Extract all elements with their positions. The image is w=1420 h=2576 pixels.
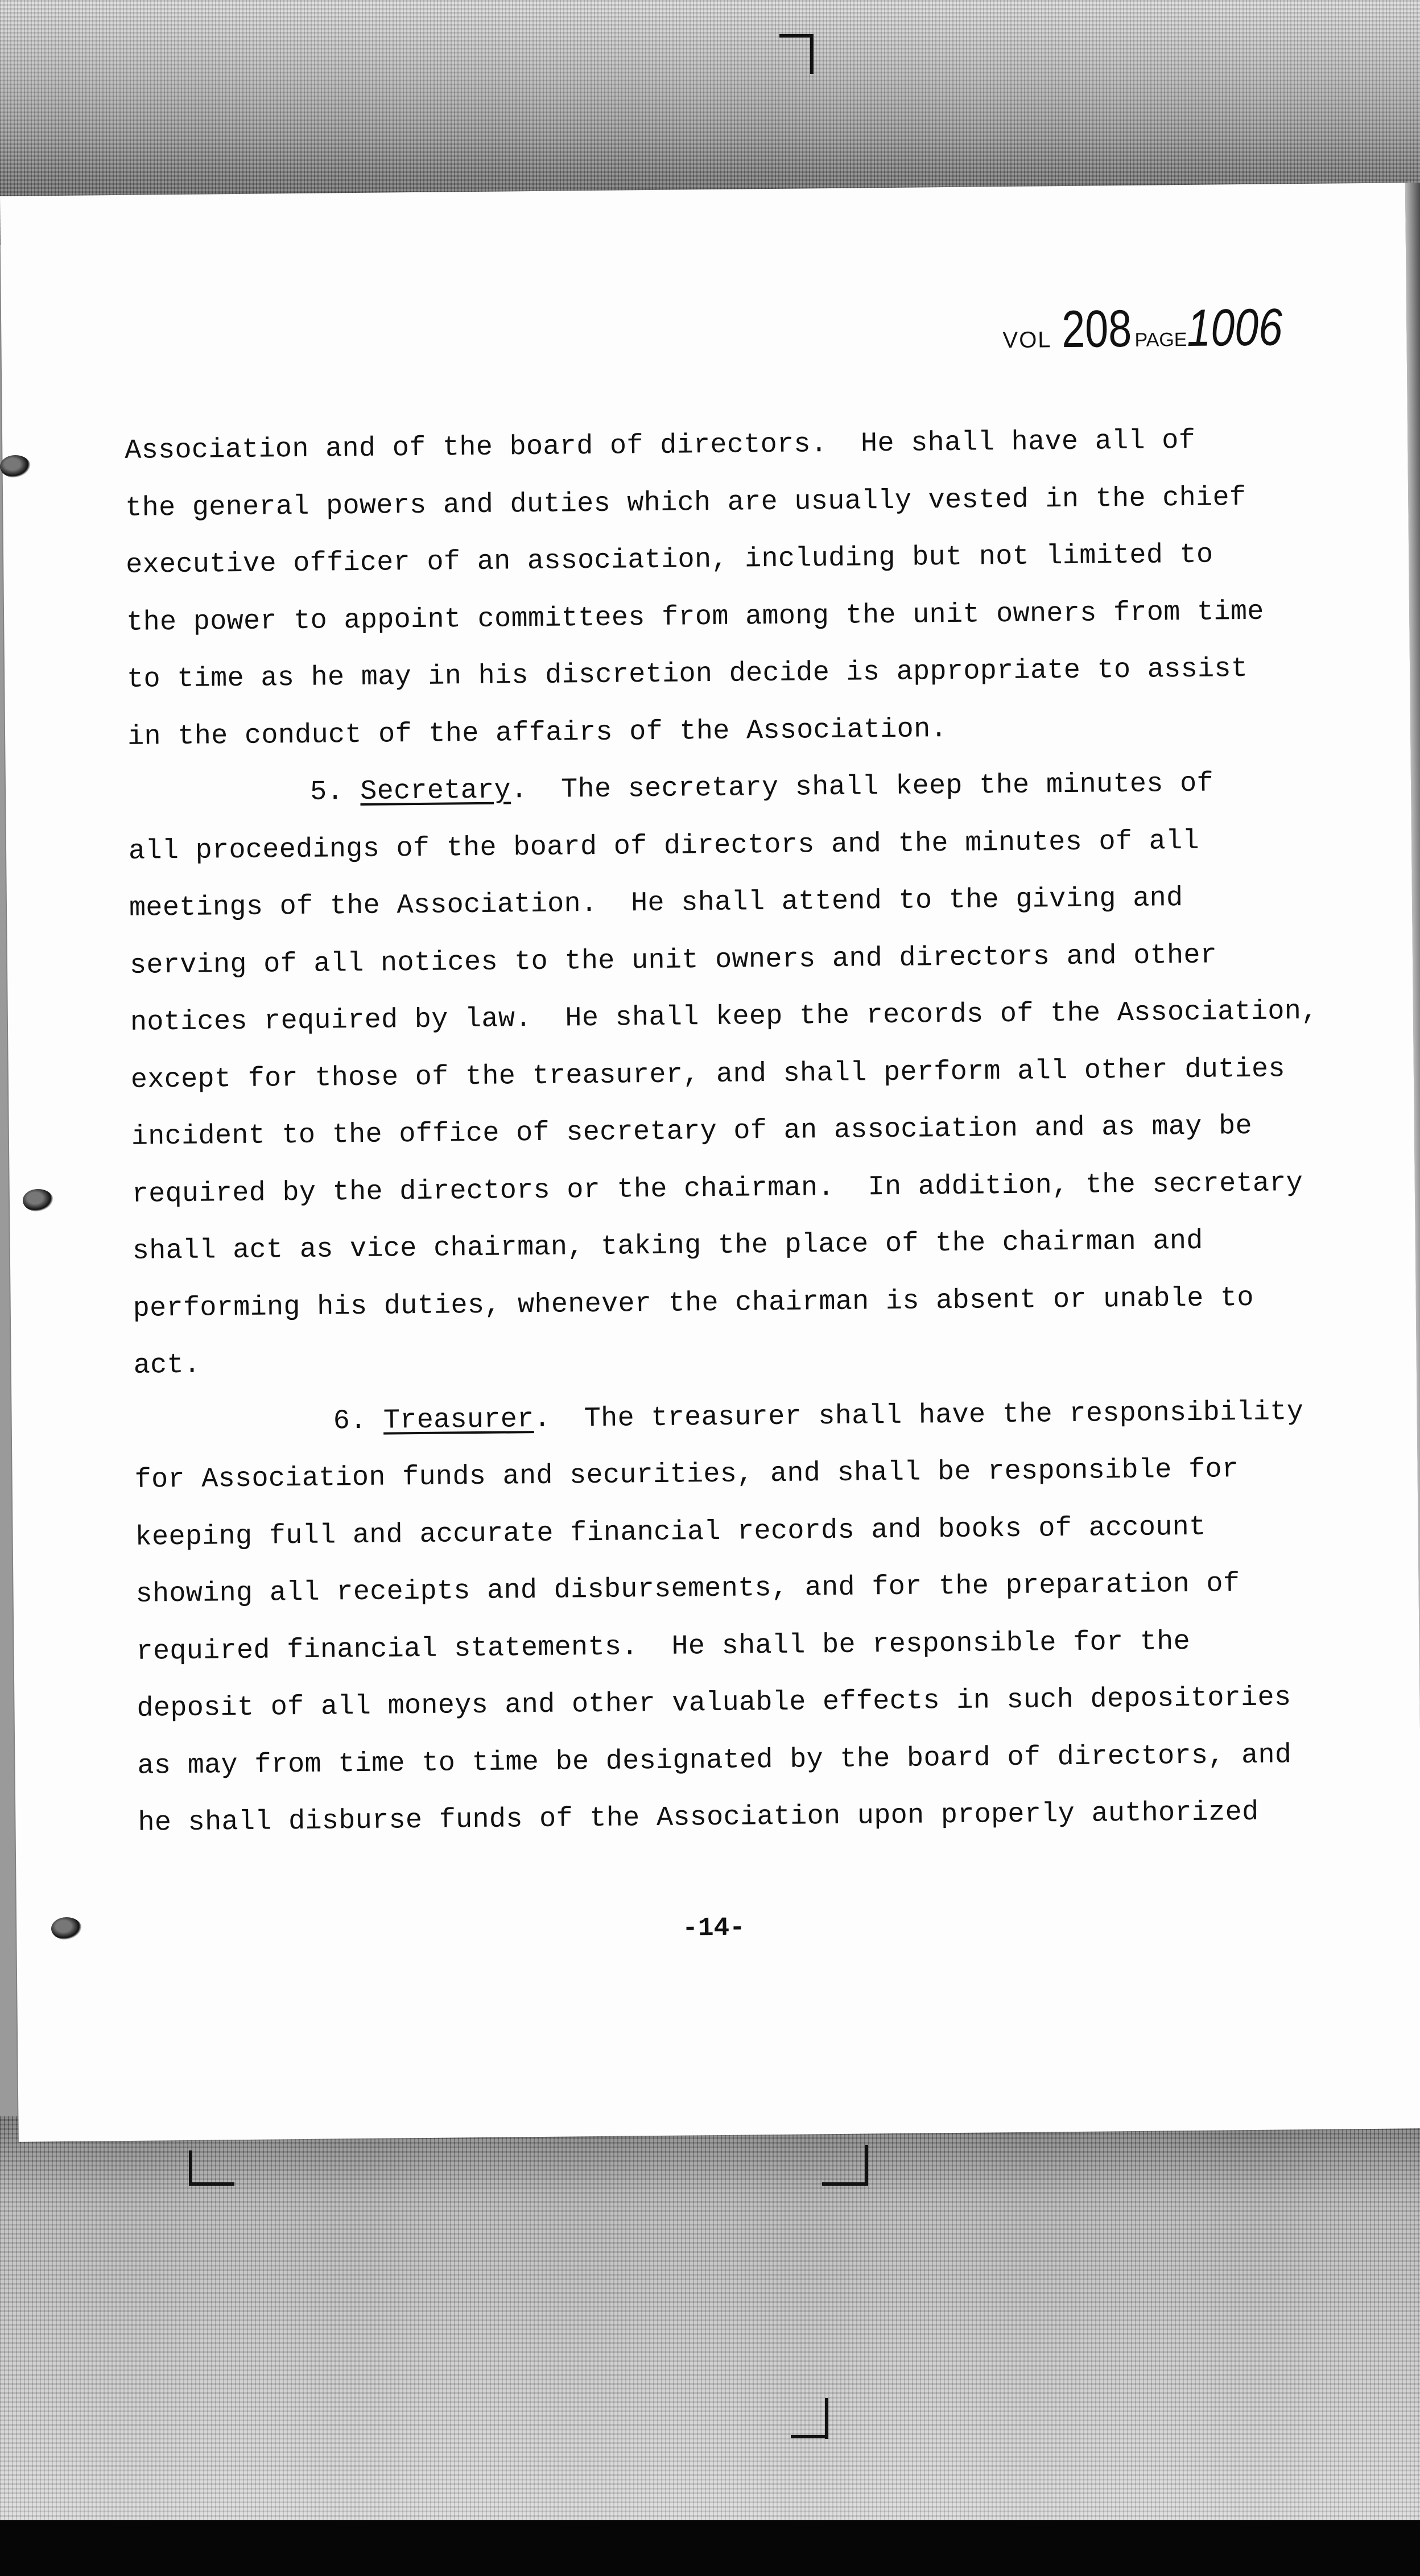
text-line: in the conduct of the affairs of the Association. [127, 713, 948, 753]
text-line: Association and of the board of directors. He shall have all of [125, 424, 1196, 467]
text-line: deposit of all moneys and other valuable effects in such depositories [137, 1682, 1291, 1724]
volume-label: VOL [1002, 327, 1052, 353]
page-edge-shadow [1405, 183, 1420, 2128]
page-label: PAGE [1134, 328, 1187, 351]
text-line: he shall disburse funds of the Association upon properly authorized [138, 1796, 1259, 1839]
text-line: serving of all notices to the unit owners and directors and other [129, 939, 1217, 981]
document-page [0, 183, 1420, 2142]
text-line: performing his duties, whenever the chairman is absent or unable to [133, 1282, 1254, 1324]
crop-mark-bottom-vertical [825, 2398, 828, 2439]
text-line: the general powers and duties which are usually vested in the chief [125, 481, 1246, 524]
text-line: executive officer of an association, including but not limited to [125, 539, 1213, 581]
section-6-first-line: . The treasurer shall have the responsibility [534, 1396, 1304, 1435]
text-line: meetings of the Association. He shall attend to the giving and [129, 882, 1183, 924]
text-line: all proceedings of the board of directors and the minutes of all [128, 825, 1200, 867]
crop-mark-top-vertical [810, 34, 814, 74]
text-line: notices required by law. He shall keep the records of the Association, [130, 995, 1318, 1038]
text-line: required financial statements. He shall be responsible for the [136, 1625, 1191, 1667]
text-line: for Association funds and securities, and shall be responsible for [134, 1454, 1239, 1496]
crop-mark-left-bottom [189, 2150, 192, 2185]
scan-bottom-edge [0, 2520, 1420, 2576]
crop-mark-right-bottom [822, 2182, 868, 2186]
page-number: -14- [682, 1913, 745, 1943]
text-line: keeping full and accurate financial records and books of account [135, 1511, 1206, 1553]
text-line: showing all receipts and disbursements, and for the preparation of [135, 1568, 1240, 1610]
text-line: act. [133, 1349, 201, 1381]
section-6-heading: Treasurer [383, 1403, 534, 1436]
section-5-first-line: . The secretary shall keep the minutes of [510, 767, 1214, 806]
punch-hole-icon [0, 455, 31, 478]
crop-mark-right-bottom-vertical [865, 2145, 868, 2186]
section-6-number: 6. [333, 1405, 367, 1436]
crop-mark-bottom [791, 2435, 827, 2438]
volume-number: 208 [1061, 299, 1132, 359]
punch-hole-icon [23, 1189, 53, 1212]
section-5-heading: Secretary [360, 774, 511, 807]
text-line: to time as he may in his discretion decide is appropriate to assist [126, 653, 1248, 695]
crop-mark-top [779, 34, 814, 38]
punch-hole-icon [51, 1917, 82, 1940]
section-5-heading-line [128, 754, 1357, 823]
text-line: incident to the office of secretary of an association and as may be [131, 1110, 1253, 1153]
text-line: as may from time to time be designated by the board of directors, and [137, 1739, 1292, 1782]
volume-page-stamp [1002, 298, 1304, 360]
scan-background-bottom [0, 2116, 1420, 2526]
text-line: required by the directors or the chairman. In addition, the secretary [131, 1167, 1303, 1210]
stamp-page-number: 1006 [1186, 298, 1283, 357]
body-text [125, 411, 1367, 1852]
text-line: shall act as vice chairman, taking the place of the chairman and [132, 1225, 1203, 1267]
text-line: the power to appoint committees from among the unit owners from time [126, 596, 1264, 638]
crop-mark-left-bottom-horizontal [189, 2182, 234, 2186]
section-5-number: 5. [309, 776, 344, 808]
text-line: except for those of the treasurer, and shall perform all other duties [130, 1052, 1286, 1096]
